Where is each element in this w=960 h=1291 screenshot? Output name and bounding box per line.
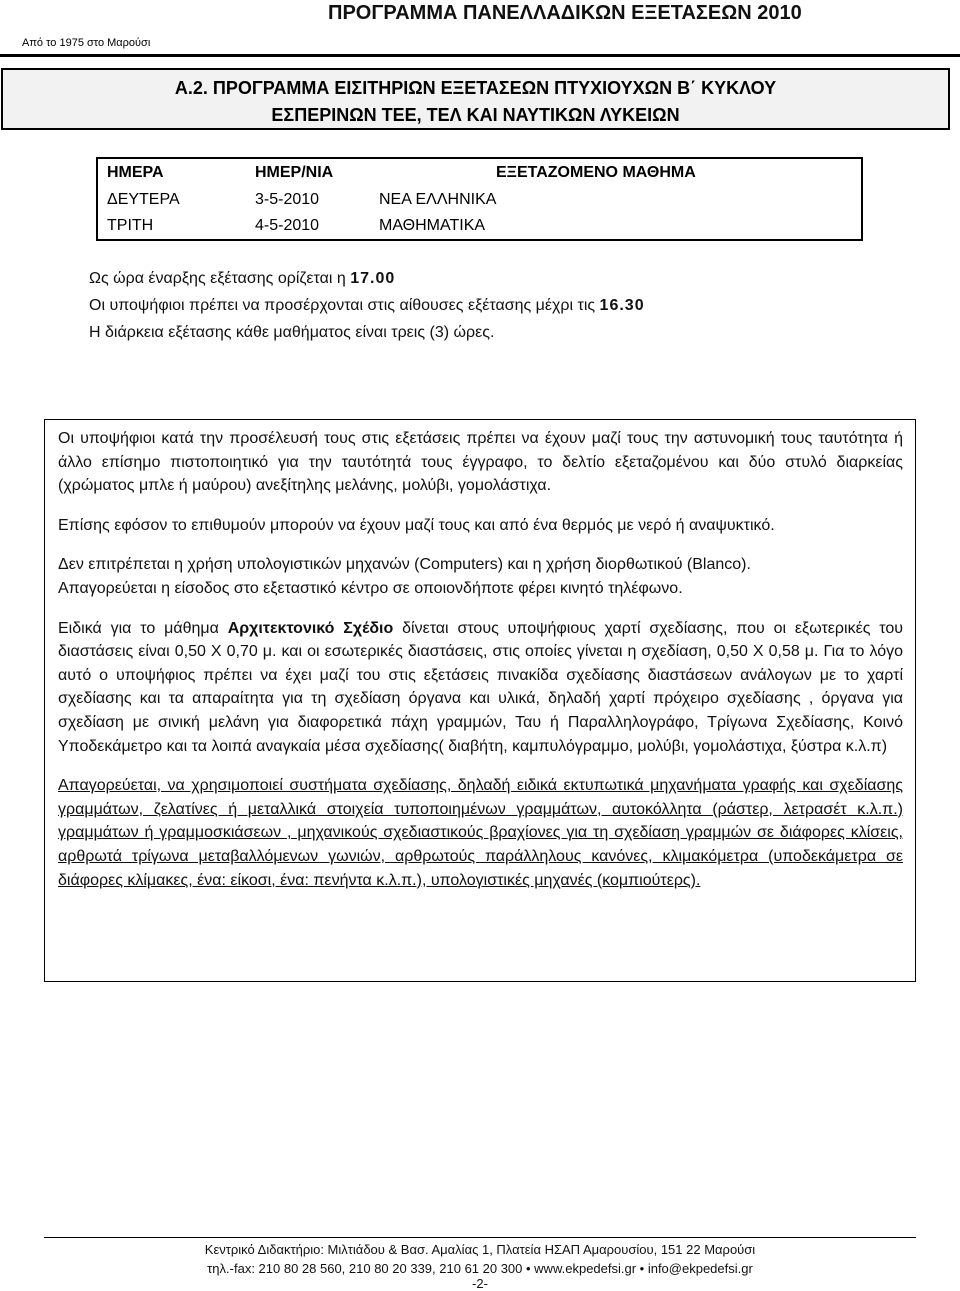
schedule-day: ΔΕΥΤΕΡΑ <box>107 191 180 208</box>
notes-paragraph-drawing <box>58 617 903 759</box>
arrive-text: Οι υποψήφιοι πρέπει να προσέρχονται στις αίθουσες εξέτασης μέχρι τις <box>89 297 600 314</box>
table-row <box>98 187 861 213</box>
footer-address: Κεντρικό Διδακτήριο: Μιλτιάδου & Βασ. Αμαλίας 1, Πλατεία ΗΣΑΠ Αμαρουσίου, 151 22 Μαρούσι <box>204 1242 756 1257</box>
schedule-date: 4-5-2010 <box>255 217 320 234</box>
arrive-time: 16.30 <box>599 297 645 314</box>
schedule-subject: ΜΑΘΗΜΑΤΙΚΑ <box>379 217 486 234</box>
notes-paragraph-mobile: Απαγορεύεται η είσοδος στο εξεταστικό κέντρο σε οποιονδήποτε φέρει κινητό τηλέφωνο. <box>58 579 683 597</box>
section-title-line1: Α.2. ΠΡΟΓΡΑΜΜΑ ΕΙΣΙΤΗΡΙΩΝ ΕΞΕΤΑΣΕΩΝ ΠΤΥΧΙΟΥΧΩΝ Β΄ ΚΥΚΛΟΥ <box>174 78 777 98</box>
schedule-date: 3-5-2010 <box>255 191 320 208</box>
header-title: ΠΡΟΓΡΑΜΜΑ ΠΑΝΕΛΛΑΔΙΚΩΝ ΕΞΕΤΑΣΕΩΝ 2010 <box>328 2 802 24</box>
schedule-table <box>96 157 863 241</box>
section-title-box <box>1 68 950 130</box>
notes-paragraph-thermos: Επίσης εφόσον το επιθυμούν μπορούν να έχουν μαζί τους και από ένα θερμός με νερό ή αναψυκτικό. <box>58 516 775 534</box>
header-subtitle: Από το 1975 στο Μαρούσι <box>22 37 151 49</box>
drawing-pre: Ειδικά για το μάθημα <box>58 619 228 637</box>
drawing-post: δίνεται στους υποψήφιους χαρτί σχεδίασης, που οι εξωτερικές του διαστάσεις είναι 0,50 Χ 0,70 μ. και οι εσωτερικές διαστάσεις, στις οποίες γίνεται η σχεδίαση, 0,50 Χ 0,58 μ. Για το λόγο αυτό ο υποψήφιος πρέπει να έχει μαζί του στις εξετάσεις πινακίδα σχεδίασης διαστάσεων ανάλογων με το χαρτί σχεδίασης και τα απαραίτητα για τη σχεδίαση όργανα και υλικά, δηλαδή χαρτί πρόχειρο σχεδίασης , όργανα για σχεδίαση με σινική μελάνη για διαφορετικά πάχη γραμμών, Ταυ ή Παραλληλογράφο, Τρίγωνα Σχεδίασης, Κοινό Υποδεκάμετρο και τα λοιπά αναγκαία μέσα σχεδίασης( διαβήτη, καμπυλόγραμμο, μολύβι, γομολάστιχα, ξύστρα κ.λ.π) <box>58 619 904 755</box>
duration-line: Η διάρκεια εξέτασης κάθε μαθήματος είναι τρεις (3) ώρες. <box>89 324 495 341</box>
schedule-header-subject: ΕΞΕΤΑΖΟΜΕΝΟ ΜΑΘΗΜΑ <box>496 164 696 181</box>
drawing-subject: Αρχιτεκτονικό Σχέδιο <box>227 619 394 637</box>
header-rule <box>0 54 960 57</box>
section-title-line2: ΕΣΠΕΡΙΝΩΝ ΤΕΕ, ΤΕΛ ΚΑΙ ΝΑΥΤΙΚΩΝ ΛΥΚΕΙΩΝ <box>271 105 680 125</box>
table-row <box>98 213 861 239</box>
notes-paragraph-id: Οι υποψήφιοι κατά την προσέλευσή τους στις εξετάσεις πρέπει να έχουν μαζί τους την αστυνομική τους ταυτότητα ή άλλο επίσημο πιστοποιητικό για την ταυτότητά τους έγγραφο, το δελτίο εξεταζομένου και δύο στυλό διαρκείας (χρώματος μπλε ή μαύρου) ανεξίτηλης μελάνης, μολύβι, γομολάστιχα. <box>58 430 903 495</box>
schedule-header-row <box>98 160 861 186</box>
schedule-subject: ΝΕΑ ΕΛΛΗΝΙΚΑ <box>379 191 497 208</box>
schedule-header-date: ΗΜΕΡ/ΝΙΑ <box>255 164 334 181</box>
schedule-day: ΤΡΙΤΗ <box>107 217 154 234</box>
notes-paragraph-calculators: Δεν επιτρέπεται η χρήση υπολογιστικών μηχανών (Computers) και η χρήση διορθωτικού (Blanco). <box>58 556 751 574</box>
start-time: 17.00 <box>350 270 396 287</box>
notes-paragraph-prohibited: Απαγορεύεται, να χρησιμοποιεί συστήματα σχεδίασης, δηλαδή ειδικά εκτυπωτικά μηχανήματα γραφής και σχεδίασης γραμμάτων, ζελατίνες ή μεταλλικά στοιχεία τυποποιημένων γραμμάτων, αυτοκόλλητα (ράστερ, λετρασέτ κ.λ.π.) γραμμάτων ή γραμμοσκιάσεων , μηχανικούς σχεδιαστικούς βραχίονες για τη σχεδίαση γραμμών σε διάφορες κλίσεις, αρθρωτά τρίγωνα μεταβαλλόμενων γωνιών, αρθρωτούς παράλληλους κανόνες, κλιμακόμετρα (υποδεκάμετρα σε διάφορες κλίμακες, ένα: είκοσι, ένα: πενήντα κ.λ.π.), υπολογιστικές μηχανές (κομπιούτερς). <box>58 777 903 889</box>
page-number: -2- <box>472 1276 488 1291</box>
start-time-line <box>89 270 395 288</box>
footer-rule <box>44 1237 916 1238</box>
start-text: Ως ώρα έναρξης εξέτασης ορίζεται η <box>89 270 351 287</box>
schedule-header-day: ΗΜΕΡΑ <box>107 164 164 181</box>
footer-contact: τηλ.-fax: 210 80 28 560, 210 80 20 339, 210 61 20 300 • www.ekpedefsi.gr • info@ekpedefsi.gr <box>207 1261 753 1276</box>
arrival-time-line <box>89 297 645 315</box>
notes-box <box>44 419 916 982</box>
